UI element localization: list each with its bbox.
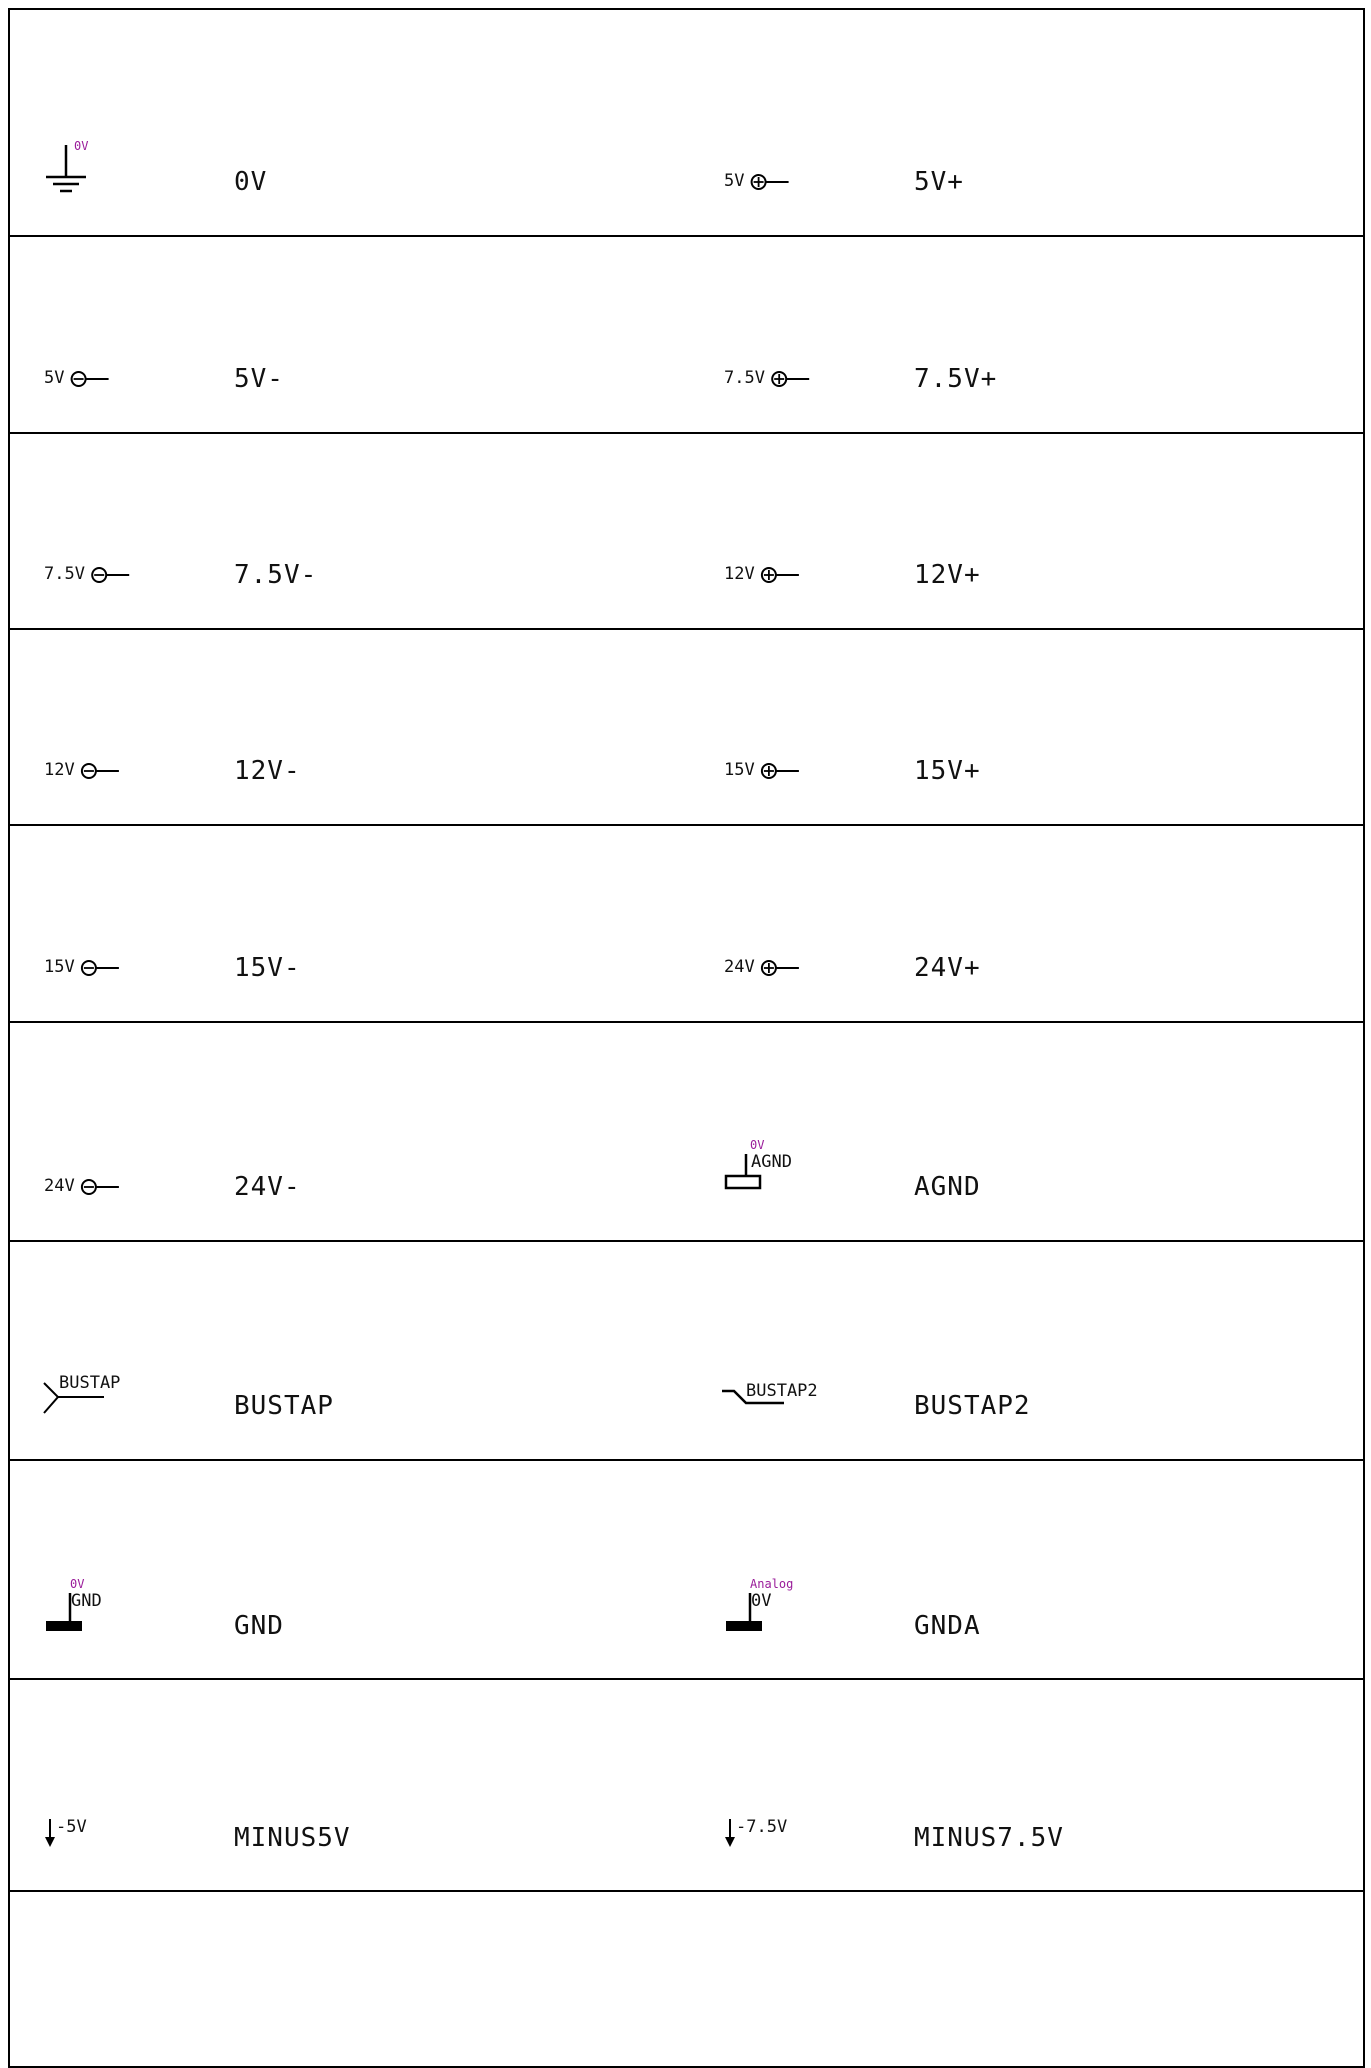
symbol-net-label: -5V [56, 1817, 87, 1837]
row-divider [8, 1678, 1365, 1680]
row-divider [8, 824, 1365, 826]
net-name: MINUS7.5V [914, 1823, 1064, 1853]
symbol-sublabel: 0V [750, 1138, 765, 1152]
symbol-net-label: -7.5V [736, 1817, 788, 1837]
net-name: AGND [914, 1172, 981, 1202]
rail-voltage-label: 5V [724, 171, 745, 191]
net-name: BUSTAP2 [914, 1391, 1031, 1421]
symbol-net-label: AGND [751, 1152, 792, 1172]
row-divider [8, 432, 1365, 434]
net-name: 5V- [234, 364, 284, 394]
rail-voltage-label: 12V [44, 760, 75, 780]
row-divider [8, 1890, 1365, 1892]
net-name: 7.5V+ [914, 364, 998, 394]
symbol-sublabel: 0V [74, 139, 89, 153]
net-name: 7.5V- [234, 560, 318, 590]
row-divider [8, 1459, 1365, 1461]
rail-voltage-label: 12V [724, 564, 755, 584]
net-name: BUSTAP [234, 1391, 334, 1421]
net-name: GNDA [914, 1611, 981, 1641]
rail-voltage-label: 15V [724, 760, 755, 780]
symbol-sheet [8, 8, 1365, 2068]
net-name: 15V- [234, 953, 301, 983]
row-divider [8, 628, 1365, 630]
net-name: GND [234, 1611, 284, 1641]
net-name: 24V- [234, 1172, 301, 1202]
symbol-net-label: BUSTAP2 [746, 1381, 818, 1401]
symbol-net-label: 0V [751, 1591, 772, 1611]
row-divider [8, 235, 1365, 237]
net-name: 12V- [234, 756, 301, 786]
net-name: 0V [234, 167, 268, 197]
net-name: 12V+ [914, 560, 981, 590]
rail-voltage-label: 7.5V [44, 564, 85, 584]
rail-voltage-label: 7.5V [724, 368, 765, 388]
rail-voltage-label: 15V [44, 957, 75, 977]
net-name: 24V+ [914, 953, 981, 983]
symbol-net-label: GND [71, 1591, 102, 1611]
row-divider [8, 1240, 1365, 1242]
rail-voltage-label: 24V [724, 957, 755, 977]
symbol-sublabel: 0V [70, 1577, 85, 1591]
symbol-net-label: BUSTAP [59, 1373, 121, 1393]
net-name: 5V+ [914, 167, 964, 197]
rail-voltage-label: 5V [44, 368, 65, 388]
minus-arrow-icon [0, 0, 1, 1]
rail-voltage-label: 24V [44, 1176, 75, 1196]
symbol-sublabel: Analog [750, 1577, 794, 1591]
row-divider [8, 1021, 1365, 1023]
net-name: MINUS5V [234, 1823, 351, 1853]
net-name: 15V+ [914, 756, 981, 786]
